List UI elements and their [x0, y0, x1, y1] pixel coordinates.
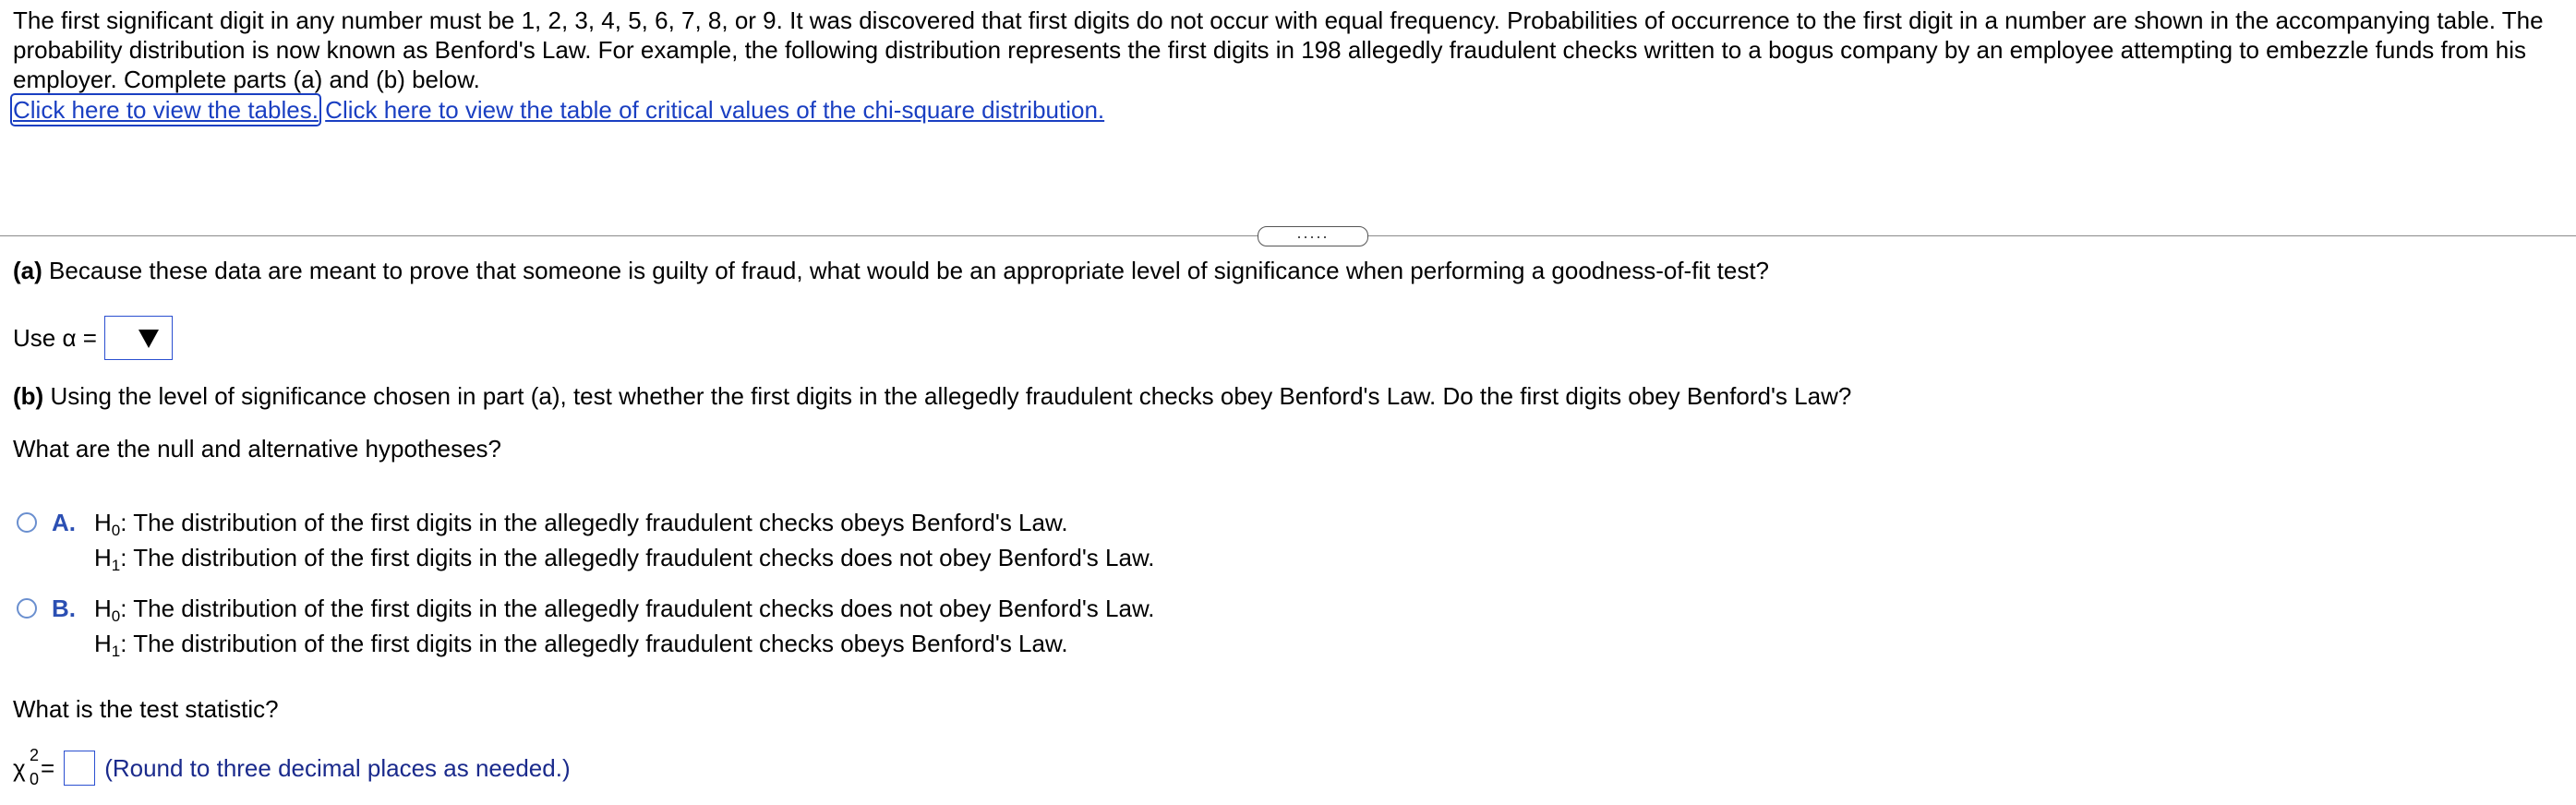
part-b-text: Using the level of significance chosen in part (a), test whether the first digits in the allegedly fraudulent checks obey Benford's Law. Do the first digits obey Benford's Law? — [50, 382, 1852, 410]
dropdown-arrow-icon — [138, 330, 159, 348]
option-a-text — [94, 505, 1155, 575]
option-a-h0: $H_0$: The distribution of the first digits in the allegedly fraudulent checks obeys Benford's Law. — [94, 509, 1068, 539]
hypotheses-prompt: What are the null and alternative hypotheses? — [13, 435, 502, 463]
problem-intro: The first significant digit in any number must be 1, 2, 3, 4, 5, 6, 7, 8, or 9. It was discovered that first digits do not occur with equal frequency. Probabilities of occurrence to the first digit in a number are shown in the accompanying table. The probability distribution is now known as Benford's Law. For example, the following distribution represents the first digits in 198 allegedly fraudulent checks written to a bogus company by an employee attempting to embezzle funds from his employer. Complete parts (a) and (b) below. — [13, 6, 2544, 93]
test-statistic-row — [13, 746, 571, 788]
option-b-h0: $H_0$: The distribution of the first digits in the allegedly fraudulent checks does not obey Benford's Law. — [94, 595, 1155, 625]
part-b-question — [13, 381, 1851, 411]
chi-square-symbol: χ 2 0 — [13, 746, 40, 788]
help-links — [13, 94, 1104, 126]
alpha-dropdown[interactable] — [104, 316, 173, 360]
option-b-letter: B. — [52, 595, 76, 622]
round-hint: (Round to three decimal places as needed.) — [104, 754, 571, 782]
option-b-radio[interactable] — [17, 598, 37, 619]
option-b-text — [94, 591, 1155, 661]
equals-sign: = — [41, 754, 55, 782]
option-b-h1: $H_1$: The distribution of the first digits in the allegedly fraudulent checks obeys Benford's Law. — [94, 630, 1068, 660]
part-b-tag: (b) — [13, 382, 44, 410]
expand-toggle-button[interactable]: ..... — [1258, 226, 1368, 246]
option-a-radio[interactable] — [17, 512, 37, 533]
part-a-question — [13, 256, 1769, 285]
alpha-label: Use α = — [13, 324, 97, 352]
option-a-letter: A. — [52, 509, 76, 536]
view-tables-link[interactable]: Click here to view the tables. — [13, 96, 319, 124]
statistic-prompt: What is the test statistic? — [13, 695, 279, 723]
part-a-text: Because these data are meant to prove that someone is guilty of fraud, what would be an appropriate level of significance when performing a goodness-of-fit test? — [49, 257, 1770, 284]
part-a-tag: (a) — [13, 257, 42, 284]
view-chi-square-table-link[interactable]: Click here to view the table of critical values of the chi-square distribution. — [325, 96, 1105, 124]
option-a-h1: $H_1$: The distribution of the first digits in the allegedly fraudulent checks does not obey Benford's Law. — [94, 544, 1155, 574]
alpha-row — [13, 316, 173, 360]
test-statistic-input[interactable] — [64, 751, 95, 786]
